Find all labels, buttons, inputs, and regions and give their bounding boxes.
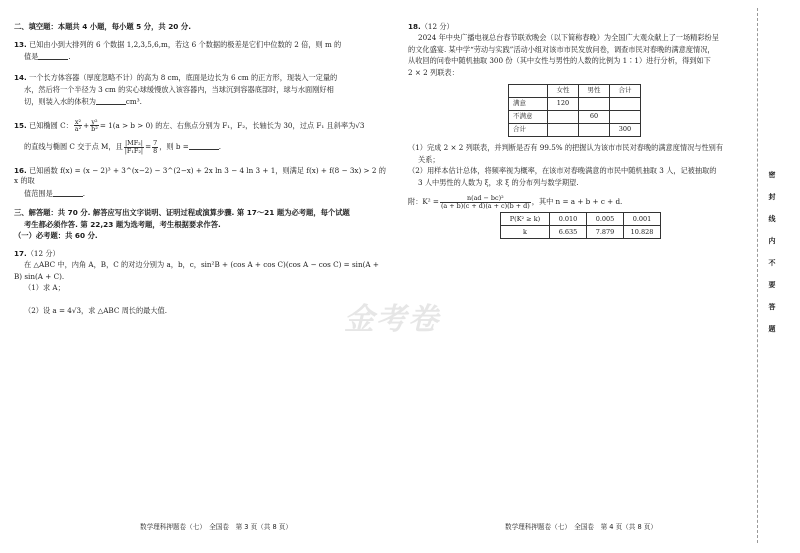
question-13	[14, 40, 386, 63]
sealing-line-notice	[765, 170, 779, 346]
formula-fraction	[440, 195, 531, 209]
q18-line4: 2 × 2 列联表：	[408, 67, 459, 77]
footer-page-4: 数学理科押题卷（七） 全国卷 第 4 页（共 8 页）	[505, 523, 657, 531]
q16-number: 16.	[14, 165, 27, 175]
watermark: 金考卷	[344, 302, 440, 337]
table-cell	[509, 85, 548, 98]
table-cell: 合计	[509, 124, 548, 137]
q15-ratio-den: |F₁F₂|	[124, 146, 144, 155]
q18-part1-line1: （1）完成 2 × 2 列联表，并判断是否有 99.5% 的把握认为该市市民对春晚的满意度情况与性别有	[408, 143, 724, 153]
side-char: 题	[768, 325, 776, 333]
table-cell: 女性	[548, 85, 579, 98]
footer-page-3: 数学理科押题卷（七） 全国卷 第 3 页（共 8 页）	[140, 523, 292, 531]
q15-frac-78-num: 7	[153, 139, 158, 148]
right-column	[408, 22, 753, 239]
question-15: 15. 已知椭圆 C： $\frac{\text{x²}}{\text{a²}}$ + $\frac{\text{y²}}{\text{b²}}$ = 1(a > b > 0) 的左、右焦点分别为 F₁，F₂，长轴长为 30，过点 F₁ 且斜率为√3 的直线与椭圆 C 交于点 M，且 $\frac{\text{|MF₂|}}{\text{|F₁F₂|}}$ = $\frac{7}{8}$ ，则 b = .	[14, 117, 365, 155]
q18-part1-line2: 关系；	[418, 154, 440, 164]
q15-frac-x	[74, 119, 82, 133]
table-cell: 120	[548, 98, 579, 111]
table-row	[509, 98, 641, 111]
q14-line3-end: cm³.	[125, 97, 142, 107]
side-char: 线	[768, 215, 776, 223]
q15-ratio-num: |MF₂|	[125, 139, 143, 148]
formula-post: ，其中 n = a + b + c + d.	[531, 197, 623, 207]
question-16	[14, 166, 386, 199]
table-cell: 满意	[509, 98, 548, 111]
q14-line2: 水，然后将一个半径为 3 cm 的实心球缓慢放入该容器内，当球沉到容器底部时，球与水面刚好相	[24, 84, 334, 94]
q18-score: （12 分）	[420, 22, 454, 31]
q14-line3: 切，则装入水的体积为	[24, 97, 96, 107]
table-cell: 10.828	[624, 226, 661, 239]
table-row	[509, 124, 641, 137]
q15-pre: 已知椭圆 C：	[29, 120, 73, 130]
q18-line2: 的文化盛宴. 某中学“劳动与实践”活动小组对该市市民发放问卷，调查市民对春晚的满意度情况，	[408, 44, 715, 54]
table-cell: P(K² ≥ k)	[501, 213, 550, 226]
table-cell: 0.001	[624, 213, 661, 226]
q15-frac-x-den: a²	[74, 125, 82, 134]
k2-formula	[408, 195, 753, 209]
q15-eq: =	[145, 142, 152, 152]
q14-line1: 一个长方体容器（厚度忽略不计）的高为 8 cm，底面是边长为 6 cm 的正方形，现装入一定量的	[29, 73, 338, 83]
table-cell: 7.879	[587, 226, 624, 239]
table-cell: 60	[579, 111, 610, 124]
table-cell	[548, 124, 579, 137]
q15-number: 15.	[14, 120, 27, 130]
q16-answer-blank	[53, 188, 86, 198]
q17-number: 17.	[14, 248, 27, 258]
table-cell	[579, 98, 610, 111]
q15-frac-y-den: b²	[91, 125, 98, 134]
table-header-row	[509, 85, 641, 98]
section3-sub: （一）必考题：共 60 分.	[14, 231, 98, 241]
q13-answer-blank	[38, 51, 71, 62]
table-cell: 不满意	[509, 111, 548, 124]
q16-line2: 值范围是	[24, 188, 53, 198]
q14-number: 14.	[14, 73, 27, 83]
q15-frac-78	[152, 140, 158, 154]
formula-denominator: (a + b)(c + d)(a + c)(b + d)	[440, 201, 530, 210]
section3-header2: 考生都必须作答. 第 22,23 题为选考题，考生根据要求作答.	[24, 219, 221, 229]
side-char: 封	[768, 193, 776, 201]
question-17	[14, 249, 386, 317]
q15-end: .	[218, 142, 222, 152]
q15-frac-y-num: y²	[91, 117, 98, 126]
q18-number: 18.	[408, 22, 421, 31]
q13-end: .	[68, 52, 71, 62]
formula-pre: 附：K² =	[408, 197, 439, 207]
left-column	[14, 22, 386, 318]
q16-end: .	[82, 188, 86, 198]
q17-line2: B) sin(A + C).	[14, 271, 65, 281]
table-cell: 0.005	[587, 213, 624, 226]
q18-line1: 2024 年中央广播电视总台春节联欢晚会（以下简称春晚）为全国广大观众献上了一场精彩纷呈	[418, 33, 719, 43]
table-cell: 0.010	[550, 213, 587, 226]
section3-header: 三、解答题：共 70 分. 解答应写出文字说明、证明过程或演算步骤. 第 17～21 题为必考题，每个试题	[14, 207, 350, 217]
q15-line2-post: ，则 b =	[159, 142, 189, 152]
table-cell: 6.635	[550, 226, 587, 239]
q15-frac-78-den: 8	[153, 146, 158, 155]
binding-line	[757, 8, 758, 543]
q13-text2: 值是	[24, 52, 39, 62]
side-char: 内	[768, 237, 776, 245]
q13-text: 已知由小到大排列的 6 个数据 1,2,3,5,6,m，若这 6 个数据的极差是它们中位数的 2 倍，则 m 的	[29, 39, 342, 49]
q15-answer-blank	[189, 141, 222, 152]
q17-line1: 在 △ABC 中，内角 A，B，C 的对边分别为 a，b，c，sin²B + (cos A + cos C)(cos A − cos C) = sin(A +	[24, 260, 379, 270]
question-14	[14, 73, 386, 107]
contingency-table	[508, 84, 641, 137]
formula-numerator: n(ad − bc)²	[440, 195, 531, 203]
table-row	[501, 213, 661, 226]
table-row	[509, 111, 641, 124]
table-cell: 男性	[579, 85, 610, 98]
table-cell	[548, 111, 579, 124]
table-cell: k	[501, 226, 550, 239]
q18-part2-line1: （2）用样本估计总体，将频率视为概率，在该市对春晚满意的市民中随机抽取 3 人，记被抽取的	[408, 166, 717, 176]
q15-post: = 1(a > b > 0) 的左、右焦点分别为 F₁，F₂，长轴长为 30，过点 F₁ 且斜率为√3	[99, 120, 365, 130]
critical-value-table	[500, 212, 661, 239]
side-char: 答	[768, 303, 776, 311]
section2-header: 二、填空题：本题共 4 小题，每小题 5 分，共 20 分.	[14, 22, 191, 31]
table-cell	[579, 124, 610, 137]
side-char: 密	[768, 171, 776, 179]
q14-answer-blank	[96, 96, 126, 105]
q18-line3: 从收回的问卷中随机抽取 300 份（其中女性与男性的人数的比例为 1∶1）进行分析，得到如下	[408, 56, 711, 66]
side-char: 要	[768, 281, 776, 289]
table-cell: 合计	[610, 85, 641, 98]
q17-part1: （1）求 A；	[24, 283, 65, 292]
q15-frac-ratio	[124, 140, 144, 154]
table-cell	[610, 98, 641, 111]
table-row	[501, 226, 661, 239]
q17-score: （12 分）	[26, 248, 60, 258]
table-cell: 300	[610, 124, 641, 137]
q18-part2-line2: 3 人中男性的人数为 ξ，求 ξ 的分布列与数学期望.	[418, 177, 579, 187]
q15-line2-pre: 的直线与椭圆 C 交于点 M，且	[24, 142, 123, 152]
table-cell	[610, 111, 641, 124]
q13-number: 13.	[14, 39, 27, 49]
side-char: 不	[768, 259, 776, 267]
q15-frac-x-num: x²	[74, 117, 82, 126]
q17-part2: （2）设 a = 4√3，求 △ABC 周长的最大值.	[24, 306, 168, 316]
q16-line1: 已知函数 f(x) = (x − 2)³ + 3^(x−2) − 3^(2−x) + 2x ln 3 − 4 ln 3 + 1，则满足 f(x) + f(8 − 3x) > 2 的 x 的取	[14, 165, 386, 186]
q15-frac-y	[90, 119, 99, 133]
